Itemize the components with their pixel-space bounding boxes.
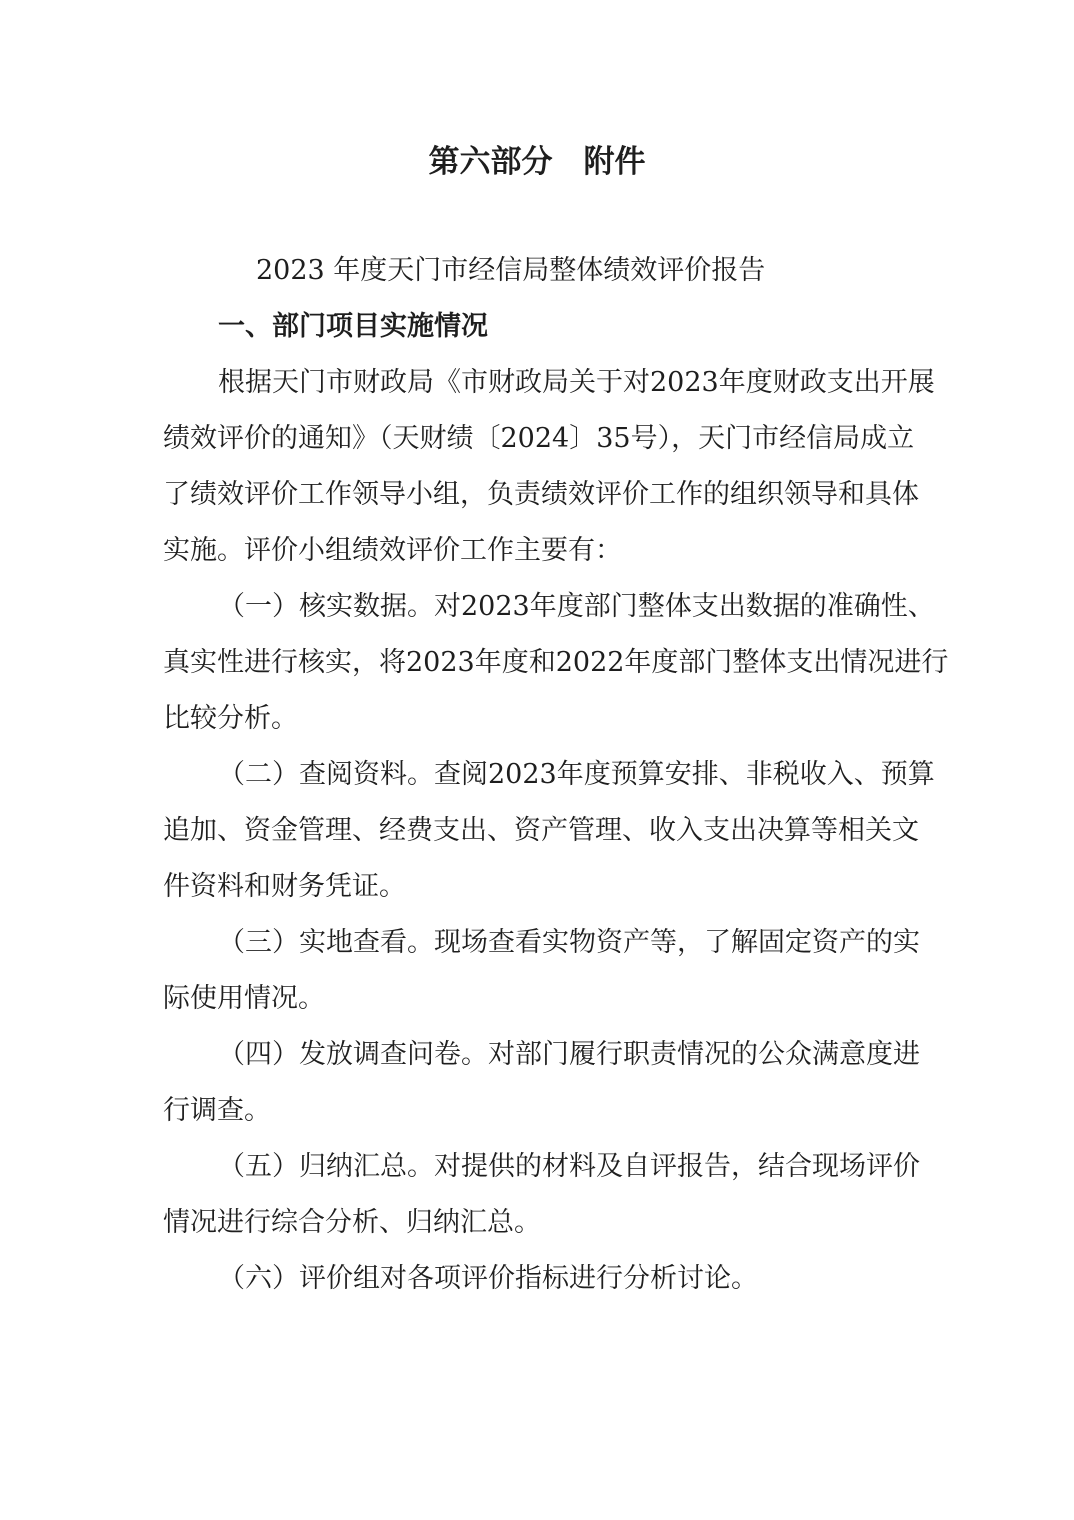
paragraph-line: 追加、资金管理、经费支出、资产管理、收入支出决算等相关文: [163, 815, 919, 846]
paragraph-line: （六）评价组对各项评价指标进行分析讨论。: [218, 1263, 758, 1294]
paragraph-line: 实施。评价小组绩效评价工作主要有：: [163, 535, 622, 566]
paragraph-line: 了绩效评价工作领导小组，负责绩效评价工作的组织领导和具体: [163, 479, 919, 510]
paragraph-line: 际使用情况。: [163, 983, 325, 1014]
section-heading: 一、部门项目实施情况: [218, 311, 488, 342]
document-body: [163, 243, 949, 1307]
paragraph-item-2: [163, 747, 935, 915]
paragraph-line: （四）发放调查问卷。对部门履行职责情况的公众满意度进: [218, 1039, 920, 1070]
paragraph-line: 情况进行综合分析、归纳汇总。: [163, 1207, 541, 1238]
paragraph-line: （二）查阅资料。查阅2023年度预算安排、非税收入、预算: [218, 759, 935, 790]
paragraph-line: （五）归纳汇总。对提供的材料及自评报告，结合现场评价: [218, 1151, 920, 1182]
paragraph-line: 比较分析。: [163, 703, 298, 734]
paragraph-item-3: [163, 915, 920, 1027]
paragraph-line: 真实性进行核实，将2023年度和2022年度部门整体支出情况进行: [163, 647, 949, 678]
paragraph-line: 绩效评价的通知》（天财绩〔2024〕35号），天门市经信局成立: [163, 423, 915, 454]
paragraph-item-1: [163, 579, 949, 747]
page-title: 第六部分 附件: [428, 144, 646, 180]
paragraph-line: 根据天门市财政局《市财政局关于对2023年度财政支出开展: [218, 367, 935, 398]
paragraph-line: （一）核实数据。对2023年度部门整体支出数据的准确性、: [218, 591, 935, 622]
paragraph-item-6: [163, 1251, 912, 1307]
paragraph-item-5: [163, 1139, 920, 1251]
paragraph-intro: [163, 355, 935, 579]
paragraph-line: （三）实地查看。现场查看实物资产等，了解固定资产的实: [218, 927, 920, 958]
paragraph-line: 行调查。: [163, 1095, 271, 1126]
report-title: 2023 年度天门市经信局整体绩效评价报告: [256, 255, 766, 286]
paragraph-item-4: [163, 1027, 920, 1139]
paragraph-line: 件资料和财务凭证。: [163, 871, 406, 902]
